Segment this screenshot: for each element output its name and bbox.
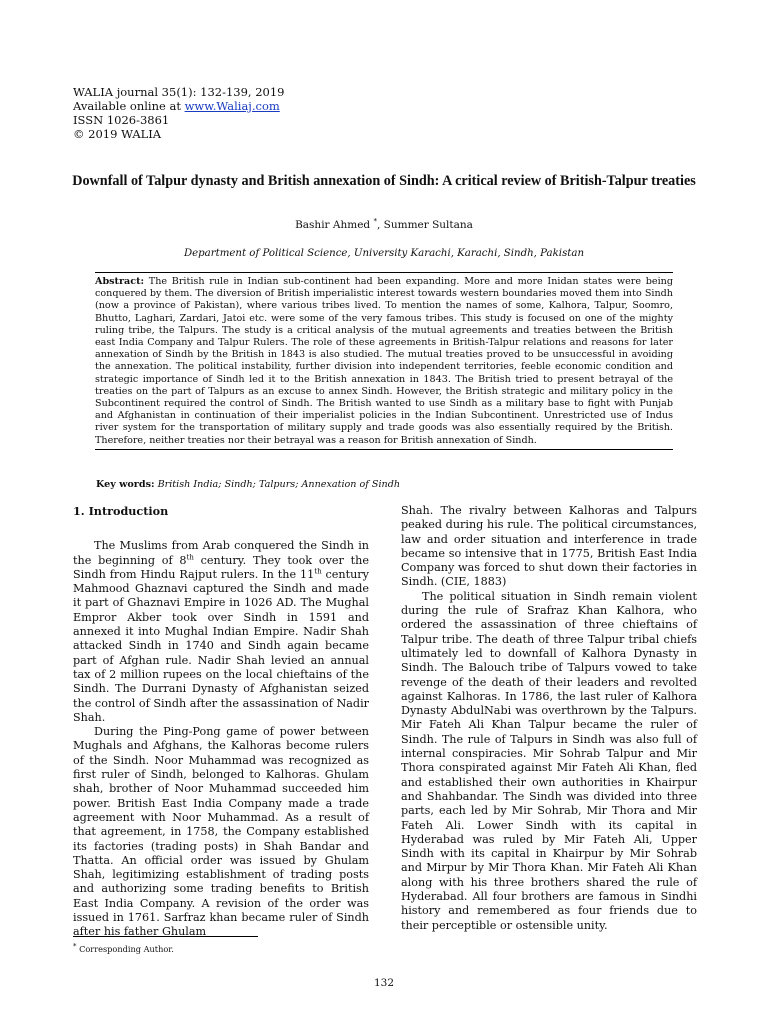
- available-online-label: Available online at: [73, 99, 185, 113]
- abstract: [95, 276, 673, 447]
- footnote-divider: [73, 936, 258, 937]
- right-column: [401, 504, 697, 933]
- footnote: [73, 944, 174, 954]
- footnote-text: Corresponding Author.: [76, 944, 174, 954]
- affiliation: Department of Political Science, University Karachi, Karachi, Sindh, Pakistan: [183, 248, 585, 259]
- issn: ISSN 1026-3861: [73, 113, 170, 127]
- paragraph-text: The Muslims from Arab conquered the Sindh in the beginning of 8: [73, 539, 369, 567]
- ordinal-superscript: th: [314, 567, 322, 576]
- author-list: [0, 219, 768, 231]
- author-name: Bashir Ahmed: [295, 219, 374, 231]
- keywords: [96, 479, 400, 490]
- author-name: , Summer Sultana: [376, 219, 473, 231]
- journal-citation: WALIA journal 35(1): 132-139, 2019: [73, 85, 285, 99]
- paragraph-text: century Mahmood Ghaznavi captured the Sindh and made it part of Ghaznavi Empire in 1026 AD. The Mughal Empror Akber took over Sindh in 1591 and annexed it into Mughal Indian Empire. Nadir Shah attacked Sindh in 1740 and Sindh again became part of Afghan rule. Nadir Shah levied an annual tax of 2 million rupees on the local chieftains of the Sindh. The Durrani Dynasty of Afghanistan seized the control of Sindh after the assassination of Nadir Shah.: [73, 567, 369, 724]
- paragraph-text: century. They took over the Sindh from Hindu Rajput rulers. In the 11: [73, 553, 369, 581]
- ordinal-superscript: th: [186, 552, 194, 561]
- corresponding-author-mark: *: [373, 217, 377, 226]
- page-number: 132: [373, 977, 395, 989]
- abstract-box: [95, 272, 673, 450]
- abstract-text: The British rule in Indian sub-continent had been expanding. More and more Inidan states were being conquered by them. The diversion of British imperialistic interest towards western boundaries moved them into Sindh (now a province of Pakistan), where various tribes lived. To mention the names of some, Kalhora, Talpur, Soomro, Bhutto, Laghari, Zardari, Jatoi etc. were some of the very famous tribes. This study is focused on one of the mighty ruling tribe, the Talpurs. The study is a critical analysis of the mutual agreements and treaties between the British east India Company and Talpur Rulers. The role of these agreements in British-Talpur relations and reasons for later annexation of Sindh by the British in 1843 is also studied. The mutual treaties proved to be unsuccessful in avoiding the annexation. The political instability, further division into independent territories, feeble economic condition and strategic importance of Sindh led it to the British annexation in 1843. The British tried to present betrayal of the treaties on the part of Talpurs as an excuse to annex Sindh. However, the British strategic and military policy in the Subcontinent required the control of Sindh. The British wanted to use Sindh as a military base to fight with Punjab and Afghanistan in continuation of their imperialist policies in the Indian Subcontinent. Unrestricted use of Indus river system for the transportation of military supply and trade goods was also essentially required by the British. Therefore, neither treaties nor their betrayal was a reason for British annexation of Sindh.: [95, 276, 673, 446]
- section-heading-introduction: 1. Introduction: [73, 504, 169, 518]
- paragraph: The political situation in Sindh remain violent during the rule of Srafraz Khan Kalhora, who ordered the assassination of three chieftains of Talpur tribe. The death of three Talpur tribal chiefs ultimately led to downfall of Kalhora Dynasty in Sindh. The Balouch tribe of Talpurs vowed to take revenge of the death of their leaders and revolted against Kalhoras. In 1786, the last ruler of Kalhora Dynasty AbdulNabi was overthrown by the Talpurs. Mir Fateh Ali Khan Talpur became the ruler of Sindh. The rule of Talpurs in Sindh was also full of internal conspiracies. Mir Sohrab Talpur and Mir Thora conspirated against Mir Fateh Ali Khan, fled and established their own authorities in Khairpur and Shahbandar. The Sindh was divided into three parts, each led by Mir Sohrab, Mir Thora and Mir Fateh Ali. Lower Sindh with its capital in Hyderabad was ruled by Mir Fateh Ali, Upper Sindh with its capital in Khairpur by Mir Sohrab and Mirpur by Mir Thora Khan. Mir Fateh Ali Khan along with his three brothers shared the rule of Hyderabad. All four brothers are famous in Sindhi history and remembered as four friends due to their perceptible or ostensible unity.: [401, 589, 697, 932]
- abstract-label: Abstract:: [95, 276, 145, 287]
- journal-website-link[interactable]: www.Waliaj.com: [184, 99, 280, 113]
- copyright: © 2019 WALIA: [73, 127, 162, 141]
- paragraph: [73, 539, 369, 725]
- available-online-line: [73, 99, 280, 113]
- paragraph: During the Ping-Pong game of power between Mughals and Afghans, the Kalhoras become rulers of the Sindh. Noor Muhammad was recognized as first ruler of Sindh, belonged to Kalhoras. Ghulam shah, brother of Noor Muhammad succeeded him power. British East India Company made a trade agreement with Noor Muhammad. As a result of that agreement, in 1758, the Company established its factories (trading posts) in Shah Bandar and Thatta. An official order was issued by Ghulam Shah, legitimizing establishment of trading posts and authorizing some trading benefits to British East India Company. A revision of the order was issued in 1761. Sarfraz khan became ruler of Sindh after his father Ghulam: [73, 725, 369, 939]
- left-column: [73, 504, 369, 940]
- keywords-text: British India; Sindh; Talpurs; Annexation of Sindh: [154, 479, 401, 490]
- paragraph: Shah. The rivalry between Kalhoras and Talpurs peaked during his rule. The political circumstances, law and order situation and interference in trade became so intensive that in 1775, British East India Company was forced to shut down their factories in Sindh. (CIE, 1883): [401, 504, 697, 589]
- paper-title: Downfall of Talpur dynasty and British annexation of Sindh: A critical review of British-Talpur treaties: [72, 173, 696, 189]
- footnote-mark: *: [73, 942, 77, 951]
- keywords-label: Key words:: [96, 479, 155, 490]
